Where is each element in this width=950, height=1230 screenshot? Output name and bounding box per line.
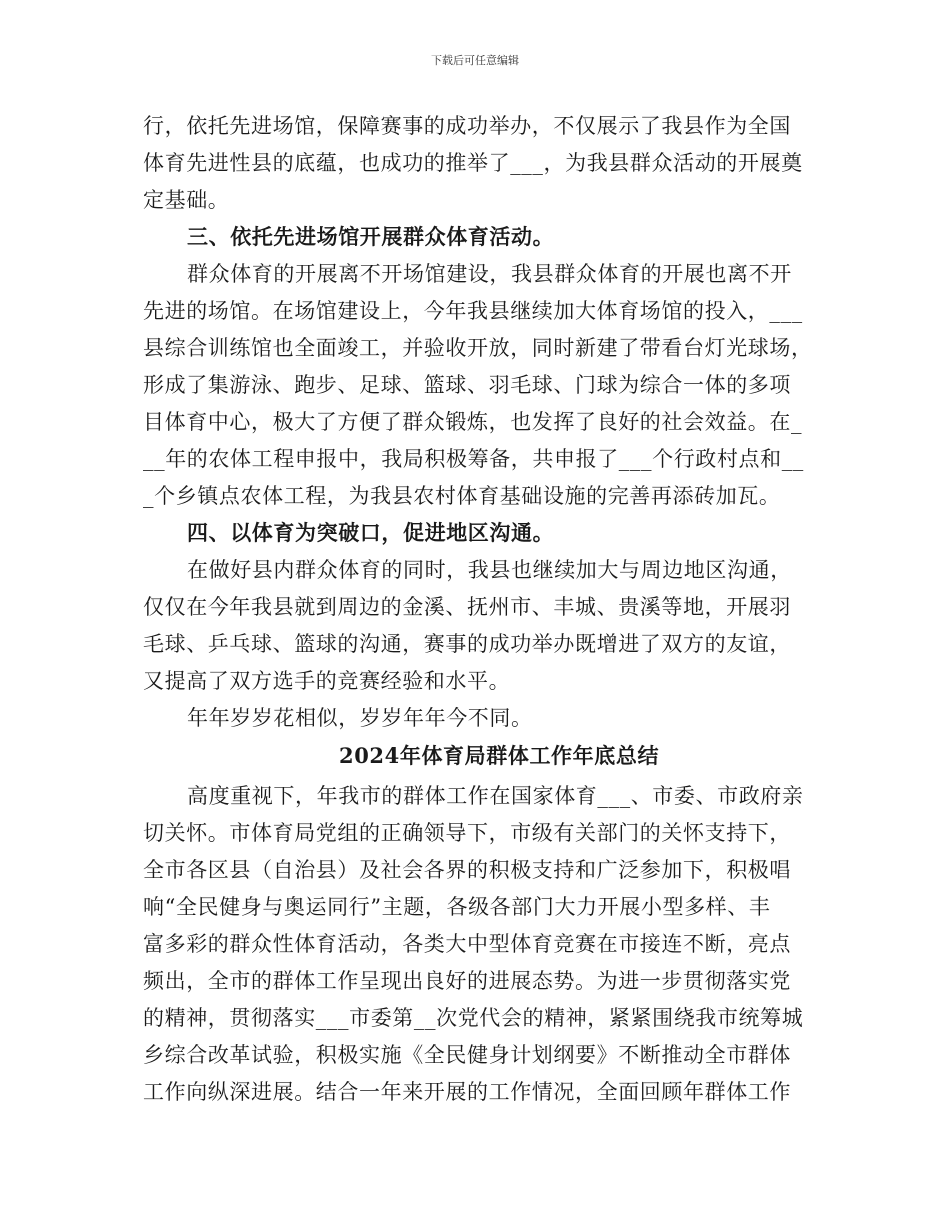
- body-line: 响“全民健身与奥运同行”主题，各级各部门大力开展小型多样、丰: [143, 895, 771, 919]
- section-heading: 三、依托先进场馆开展群众体育活动。: [187, 224, 555, 249]
- body-line: 体育先进性县的底蕴，也成功的推举了___，为我县群众活动的开展奠: [143, 151, 803, 175]
- body-line: 形成了集游泳、跑步、足球、篮球、羽毛球、门球为综合一体的多项: [143, 373, 791, 397]
- body-line: 工作向纵深进展。结合一年来开展的工作情况，全面回顾年群体工作: [143, 1080, 791, 1104]
- body-line: 仅仅在今年我县就到周边的金溪、抚州市、丰城、贵溪等地，开展羽: [143, 595, 791, 619]
- document-title: 2024年体育局群体工作年底总结: [339, 743, 660, 768]
- body-line: 行，依托先进场馆，保障赛事的成功举办，不仅展示了我县作为全国: [143, 114, 791, 138]
- body-line: 频出，全市的群体工作呈现出良好的进展态势。为进一步贯彻落实党: [143, 969, 791, 993]
- body-line: 县综合训练馆也全面竣工，并验收开放，同时新建了带看台灯光球场，: [143, 336, 813, 360]
- body-line: 全市各区县（自治县）及社会各界的积极支持和广泛参加下，积极唱: [143, 858, 791, 882]
- body-line: 目体育中心，极大了方便了群众锻炼，也发挥了良好的社会效益。在_: [143, 410, 803, 434]
- body-line: 乡综合改革试验，积极实施《全民健身计划纲要》不断推动全市群体: [143, 1043, 791, 1067]
- body-line: 高度重视下，年我市的群体工作在国家体育___、市委、市政府亲: [187, 784, 804, 808]
- body-line: 切关怀。市体育局党组的正确领导下，市级有关部门的关怀支持下，: [143, 821, 791, 845]
- body-line: __年的农体工程申报中，我局积极筹备，共申报了___个行政村点和__: [143, 447, 804, 471]
- body-line: 的精神，贯彻落实___市委第__次党代会的精神，紧紧围绕我市统筹城: [143, 1006, 804, 1030]
- body-line: 先进的场馆。在场馆建设上，今年我县继续加大体育场馆的投入，___: [143, 299, 803, 323]
- body-line: 富多彩的群众性体育活动，各类大中型体育竞赛在市接连不断，亮点: [143, 932, 791, 956]
- body-line: _个乡镇点农体工程，为我县农村体育基础设施的完善再添砖加瓦。: [143, 484, 781, 508]
- body-line: 又提高了双方选手的竞赛经验和水平。: [143, 669, 511, 693]
- body-line: 在做好县内群众体育的同时，我县也继续加大与周边地区沟通，: [187, 558, 792, 582]
- body-line: 定基础。: [143, 188, 230, 212]
- section-heading: 四、以体育为突破口，促进地区沟通。: [187, 520, 555, 545]
- page-header: 下载后可任意编辑: [431, 54, 519, 67]
- body-line: 年年岁岁花相似，岁岁年年今不同。: [187, 706, 533, 730]
- body-line: 群众体育的开展离不开场馆建设，我县群众体育的开展也离不开: [187, 262, 792, 286]
- body-line: 毛球、乒乓球、篮球的沟通，赛事的成功举办既增进了双方的友谊，: [143, 632, 791, 656]
